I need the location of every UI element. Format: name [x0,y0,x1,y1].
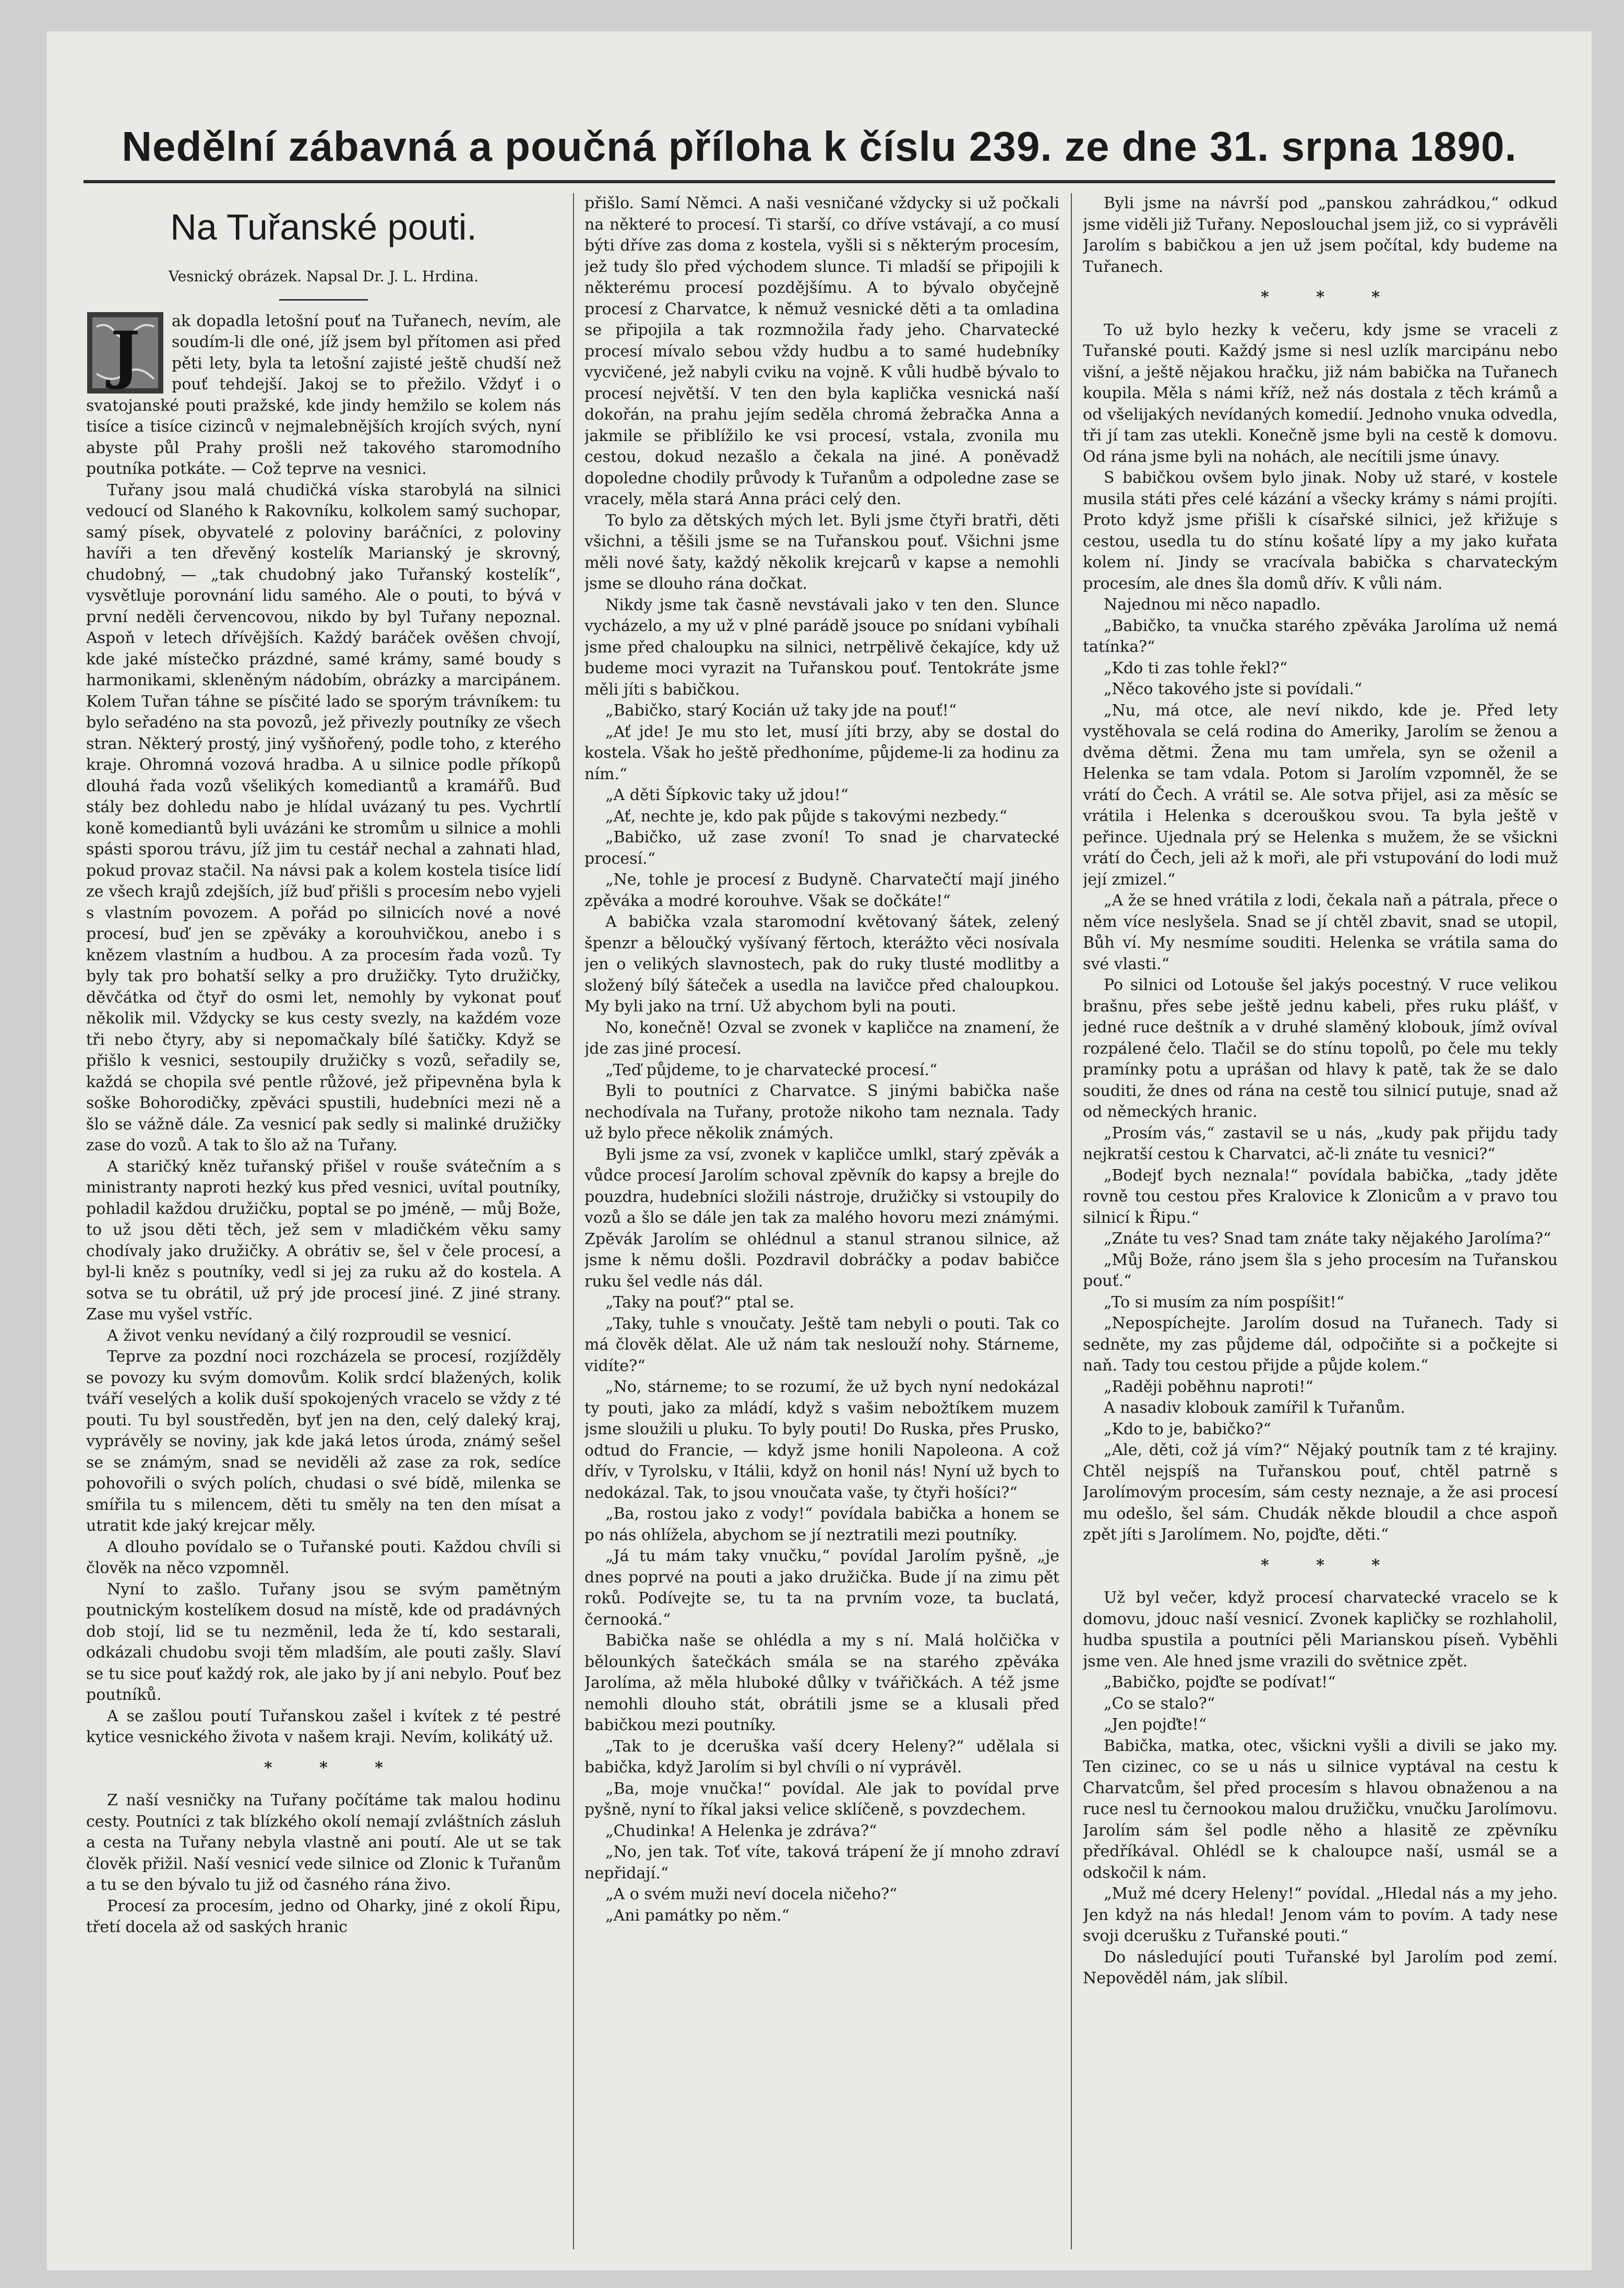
supplement-header: Nedělní zábavná a poučná příloha k číslu 239. ze dne 31. srpna 1890. [122,123,1517,170]
paragraph: „Taky, tuhle s vnoučaty. Ještě tam nebyli o pouti. Tak co má člověk dělat. Ale už nám tak neslouží nohy. Stárneme, vidíte?“ [584,1314,1059,1375]
paragraph: „Muž mé dcery Heleny!“ povídal. „Hledal nás a my jeho. Jen když na nás hledal! Jenom vám to povím. A tady nese svoji dcerušku z Tuřanské pouti.“ [1083,1885,1558,1945]
paragraph: Byli jsme za vsí, zvonek v kapličce umlkl, starý zpěvák a vůdce procesí Jarolím schoval zpěvník do kapsy a brejle do pouzdra, hudebníci složili nástroje, družičky si vstoupily do vozů a šlo se dále jen tak za malého hovoru mezi známými. Zpěvák Jarolím se ohlédnul a stanul stranou silnice, až jsme k němu došli. Pozdravil dobráčky a podav babičce ruku šel vedle nás dál. [584,1145,1059,1291]
paragraph: Už byl večer, když procesí charvatecké vracelo se k domovu, jdouc naší vesnicí. Zvonek kapličky se rozhlaholil, hudba spustila a poutníci pěli Marianskou píseň. Vyběhli jsme ven. Ale hned jsme vrazili do světnice zpět. [1083,1589,1558,1671]
paragraph: „Raději poběhnu naproti!“ [1104,1377,1313,1396]
paragraph: Nyní to zašlo. Tuřany jsou se svým pamětným poutnickým kostelíkem dosud na místě, kde od pradávných dob stojí, lid se tu nezměnil, leda že tí, kdo sestarali, odkázali chudobu svoji těm mladším, ale pouti zašly. Slaví se tu sice pouť každý rok, ale jako by jí ani nebylo. Pouť bez poutníků. [86,1580,561,1704]
column-separator [573,193,574,2249]
column-1 [86,193,561,2249]
paragraph: „Ať jde! Je mu sto let, musí jíti brzy, aby se dostal do kostela. Však ho ještě předhoníme, půjdeme-li za hodinu za ním.“ [584,722,1059,783]
paragraph: „Ani památky po něm.“ [605,1906,790,1925]
paragraph: „Co se stalo?“ [1104,1694,1215,1713]
paragraph: „Babičko, pojďte se podívat!“ [1104,1673,1336,1691]
column-2 [584,193,1059,2249]
paragraph: „A o svém muži neví docela ničeho?“ [605,1885,898,1903]
paragraph: „Babičko, ta vnučka starého zpěváka Jarolíma už nemá tatínka?“ [1083,616,1558,656]
paragraph: A dlouho povídalo se o Tuřanské pouti. Každou chvíli si člověk na něco vzpomněl. [86,1538,561,1577]
paragraph: A babička vzala staromodní květovaný šátek, zelený špenzr a běloučký vyšívaný fěrtoch, kterážto věci nosívala jen o velikých slavnostech, pak do ruky tlusté modlitby a složený bílý šáteček a usedla na lavičce před chaloupkou. My byli jako na trní. Už abychom byli na pouti. [584,913,1059,1016]
paragraph: „Prosím vás,“ zastavil se u nás, „kudy pak přijdu tady nejkratší cestou k Charvatci, ač-li znáte tu vesnici?“ [1083,1124,1558,1163]
newspaper-page [47,31,1592,2270]
paragraph: „Babičko, starý Kocián už taky jde na pouť!“ [605,701,957,720]
paragraph: „Kdo ti zas tohle řekl?“ [1104,659,1288,677]
paragraph: To bylo za dětských mých let. Byli jsme čtyři bratři, děti všichni, a těšili jsme se na Tuřanskou pouť. Všichni jsme měli nové šaty, každý několik krejcarů v kapse a nemohli jsme se dlouho rána dočkat. [584,511,1059,593]
column-3-text [1083,193,1558,1989]
paragraph: „Ale, děti, což já vím?“ Nějaký poutník tam z té krajiny. Chtěl nejspíš na Tuřanskou pouť, chtěl patrně s Jarolímovým procesím, sám cesty neznaje, a že asi procesí mu odešlo, šel sám. Chudák někde bloudil a chce aspoň zpět jíti s Jarolímem. No, pojďte, děti.“ [1083,1441,1558,1544]
paragraph: „A děti Šípkovic taky už jdou!“ [605,786,849,804]
paragraph: Z naší vesničky na Tuřany počítáme tak malou hodinu cesty. Poutníci z tak blízkého okolí nemají zvláštních zásluh a cesta na Tuřany nebyla vlastně ani poutí. Ale ut se tak člověk přižil. Naší vesnicí vede silnice od Zlonic k Tuřanům a tu se den bývalo tu již od časného rána živo. [86,1791,561,1894]
paragraph: A nasadiv klobouk zamířil k Tuřanům. [1104,1399,1405,1417]
paragraph: To už bylo hezky k večeru, kdy jsme se vraceli z Tuřanské pouti. Každý jsme si nesl uzlík marcipánu nebo višní, a ještě nějakou hračku, již nám babička na Tuřanech koupila. Měla s námi kříž, než nás dostala z těch krámů a od všelijakých nevídaných komedií. Jednoho vnuka odvedla, tři jí tam zas utekli. Konečně jsme byli na cestě k domovu. Od rána jsme byli na nohách, ale necítili jsme únavy. [1083,320,1558,466]
paragraph: No, konečně! Ozval se zvonek v kapličce na znamení, že jde zas jiné procesí. [584,1018,1059,1058]
paragraph: „Já tu mám taky vnučku,“ povídal Jarolím pyšně, „je dnes poprvé na pouti a jako družička. Bude jí na zimu pět roků. Podívejte se, tu ta na prvním voze, ta buclatá, černooká.“ [584,1547,1059,1629]
column-3 [1083,193,1558,2249]
paragraph: „Chudinka! A Helenka je zdráva?“ [605,1821,877,1840]
paragraph: Nikdy jsme tak časně nevstávali jako v ten den. Slunce vycházelo, a my už v plné parádě jsouce po snídani vybíhali jsme před chaloupku na silnici, netrpělivě čekajíce, kdy už budeme moci vyrazit na Tuřanskou pouť. Tentokráte jsme měli jíti s babičkou. [584,595,1059,699]
paragraph: „Nepospíchejte. Jarolím dosud na Tuřanech. Tady si sedněte, my zas půjdeme dál, odpočiňte si a počkejte si naň. Tady tou cestou přijde a půjde kolem.“ [1083,1314,1558,1375]
title-divider [279,299,368,301]
paragraph: ak dopadla letošní pouť na Tuřanech, nevím, ale soudím-li dle oné, jíž jsem byl přítomen asi před pěti lety, byla ta letošní zajisté ještě chudší než pouť tehdejší. Jakoj se to přežilo. Vždyť i o svatojanské pouti pražské, kde jindy hemžilo se kolem nás tisíce a tisíce cizinců v nejmalebnějších krojích svých, nyní abyste půl Prahy prošli než takového staromodního poutníka potkáte. — Což teprve na vesnici. [86,312,561,478]
paragraph: Do následující pouti Tuřanské byl Jarolím pod zemí. Nepověděl nám, jak slíbil. [1083,1948,1558,1987]
paragraph: „To si musím za ním pospíšit!“ [1104,1293,1345,1312]
paragraph: Po silnici od Lotouše šel jakýs pocestný. V ruce velikou brašnu, přes sebe ještě jednu kabeli, přes ruku plášť, v jedné ruce deštník a v druhé slaměný klobouk, jímž ovíval rozpálené čelo. Tlačil se do stínu topolů, po čele mu tekly pramínky potu a uprášan od hlavy k patě, tak že se dalo souditi, že dnes od rána na cestě tou silnicí putuje, snad až od německých hranic. [1083,976,1558,1121]
paragraph: Najednou mi něco napadlo. [1104,595,1321,614]
paragraph: „Nu, má otce, ale neví nikdo, kde je. Před lety vystěhovala se celá rodina do Ameriky, Jarolím se ženou a dvěma dětmi. Žena mu tam umřela, syn se oženil a Helenka se tam vdala. Potom si Jarolím vzpomněl, že se vrátí do Čech. A vrátil se. Ale sotva přijel, asi za měsíc se vrátila i Helenka s dcerouškou svou. Ta byla ještě v peřince. Ujednala prý se Helenka s mužem, že se všickni vrátí do Čech, jeli až k moři, ale při vstupování do lodi muž její zmizel.“ [1083,701,1558,889]
paragraph: „Babičko, už zase zvoní! To snad je charvatecké procesí.“ [584,828,1059,868]
section-break: * * * [1261,1556,1401,1575]
paragraph: „Znáte tu ves? Snad tam znáte taky nějakého Jarolíma?“ [1104,1230,1551,1248]
paragraph: Byli jsme na návrší pod „panskou zahrádkou,“ odkud jsme viděli již Tuřany. Neposlouchal jsem již, co si vyprávěli Jarolím s babičkou a jen už jsem počítal, kdy budeme na Tuřanech. [1083,194,1558,276]
dropcap-letter: J [110,317,140,391]
paragraph: „Ať, nechte je, kdo pak půjde s takovými nezbedy.“ [605,807,1008,826]
paragraph: „Teď půjdeme, to je charvatecké procesí.“ [605,1060,938,1079]
paragraph: S babičkou ovšem bylo jinak. Noby už staré, v kostele musila státi přes celé kázání a všecky krámy s námi projíti. Proto když jsme přišli k císařské silnici, jež křižuje s cestou, usedla tu do stínu košaté lípy a my jako kuřata kolem ní. Jindy se vracívala babička s charvateckým procesím, ale dnes šla domů dřív. K vůli nám. [1083,469,1558,593]
paragraph: Tuřany jsou malá chudičká víska starobylá na silnici vedoucí od Slaného k Rakovníku, kolkolem samý suchopar, samý písek, obyvatelé z poloviny baráčníci, z poloviny havíři a ten dřevěný kostelík Marianský je skrovný, chudobný, — „tak chudobný jako Tuřanský kostelík“, vysvětluje porovnání lidu samého. Ale o pouti, to bývá v první neděli červencovou, nikdo by byl Tuřany nepoznal. Aspoň v letech dřívějších. Každý baráček ověšen chvojí, kde jaké místečko prázdné, samé krámy, samé boudy s harmonikami, skleněným nádobím, obrázky a marcipánem. Kolem Tuřan táhne se písčité lado se sporým trávníkem: tu bylo seřadéno na sta povozů, jež přivezly poutníky ze všech stran. Některý prostý, jiný vyšňořený, podle toho, z kterého kraje. Ohromná vozová hradba. A u silnice podle příkopů dlouhá řada vozů všelikých komediantů a kramářů. Buď stály bez dohledu nabo je hlídal uvázaný tu pes. Vychrtlí koně komediantů byli uvázáni ke stromům u silnice a mohli spásti sporou trávu, jíž jim tu cestář nechal a zahnati hlad, pokud provaz stačil. Na návsi pak a kolem kostela tisíce lidí ze všech krajů zdejších, jíž buď přišli s procesím nebo vyjeli s vlastním povozem. A pořád po silnicích nové a nové procesí, buď jen se zpěváky a korouhvičkou, anebo i s knězem vlastním a hudbou. A za procesím řada vozů. Ty byly tak pro bohatší selky a pro družičky. Tyto družičky, děvčátka od čtyř do osmi let, nemohly by vykonat pouť několik mil. Vždycky se kus cesty svezly, na každém voze tři nebo čtyry, aby si nepomačkaly bílé šatičky. Když se přišlo k vesnici, sestoupily družičky s vozů, seřadily se, každá se chopila své pentle růžové, jež připevněna byla k soške Bohorodičky, zpěváci spustili, hudebníci mezi ně a šlo se vážně dále. Za vesnicí pak sedly si malinké družičky zase do vozů. A tak to šlo až na Tuřany. [86,481,561,1154]
paragraph: „Ne, tohle je procesí z Budyně. Charvatečtí mají jiného zpěváka a modré korouhve. Však se dočkáte!“ [584,871,1059,910]
paragraph: „Kdo to je, babičko?“ [1104,1420,1271,1438]
paragraph: Byli to poutníci z Charvatce. S jinými babička naše nechodívala na Tuřany, protože nikoho tam neznala. Tady už bylo přece několik známých. [584,1082,1059,1142]
section-break: * * * [1261,288,1401,306]
paragraph: „No, stárneme; to se rozumí, že už bych nyní nedokázal ty pouti, jako za mládí, když s vašim nebožtíkem muzem jsme sloužili u pluku. To byly pouti! Do Ruska, přes Prusko, odtud do Francie, — když jsme honili Napoleona. A což dřív, v Tyrolsku, v Itálii, když on honil nás! Nyní už bych to nedokázal. Tak, to jsou vnoučata vaše, ty čtyři hošíci?“ [584,1378,1059,1502]
paragraph: „Taky na pouť?“ ptal se. [605,1293,795,1312]
paragraph: Babička, matka, otec, všickni vyšli a divili se jako my. Ten cizinec, co se u nás u silnice vyptával na cestu k Charvatcům, šel před procesím s hlavou obnaženou a na ruce nesl tu černookou malou družičku, vnučku Jarolímovu. Jarolím sám šel podle něho a hlasitě ze zpěvníku předříkával. Ohlédl se k chaloupce naší, usmál se a odskočil k nám. [1083,1736,1558,1882]
paragraph: Babička naše se ohlédla a my s ní. Malá holčička v bělounkých šatečkách smála se na starého zpěváka Jarolíma, až měla hluboké důlky v tvářičkách. A též jsme nemohli dlouho stát, obrátili jsme se a klusali před babičkou mezi poutníky. [584,1631,1059,1734]
paragraph: „Ba, rostou jako z vody!“ povídala babička a honem se po nás ohlížela, abychom se jí neztratili mezi poutníky. [584,1505,1059,1544]
ornamental-dropcap-icon [86,311,164,395]
column-separator [1071,193,1072,2249]
paragraph: Teprve za pozdní noci rozcházela se procesí, rozjížděly se povozy ku svým domovům. Kolik srdcí blažených, kolik tváří veselých a kolik duší spokojených vracelo se vždy z té pouti. Tu byl soustředěn, byť jen na den, celý daleký kraj, vyprávěly se noviny, jak kde jaká letos úroda, známý sešel se se známým, snad se neviděli až zase za rok, sedíce pohovořili o svých polích, chudasi o své bídě, milenka se smířila tu s milencem, děti tu směly na ten den mísat a utratit kde jaký krejcar měly. [86,1348,561,1535]
paragraph: A staričký kněz tuřanský přišel v rouše svátečním a s ministranty naproti hezký kus před vesnici, uvítal poutníky, pohladil každou družičku, poptal se po jméně, — můj Bože, to už jsou děti těch, jež sem v mladičkém věku samy chodívaly jako družičky. A obrátiv se, šel v čele procesí, a byl-li kněz s poutníky, vedl si jej za ruku až do kostela. A sotva se tu obrátil, už prý jde procesí jiné. Z jiné strany. Zase mu vyšel vstříc. [86,1157,561,1324]
paragraph: přišlo. Samí Němci. A naši vesničané vždycky si už počkali na některé to procesí. Ti starší, co dříve vstávají, a co musí býti dříve zas doma z kostela, vyšli si s některým procesím, jež tudy šlo před východem slunce. Ti mladší se připojili k některému procesí pozdějšímu. A to bývalo obyčejně procesí z Charvatce, k němuž vesnické děti a ta omladina se připojila a tak rozmnožila řady jeho. Charvatecké procesí mívalo sebou vždy hudbu a to samé hudebníky vycvičené, jež nabyli cviku na vojně. K vůli hudbě bývalo to procesí největší. V ten den byla kaplička vesnická naší dokořán, na prahu jejím seděla chromá žebračka Anna a jakmile se přiblížilo ke vsi procesí, vstala, zvonila mu cestou, dokud nezašlo a čekala na jiné. A poněvadž dopoledne chodily průvody k Tuřanům a odpoledne zase se vracely, měla stará Anna práci celý den. [584,194,1059,508]
paragraph: Procesí za procesím, jedno od Oharky, jiné z okolí Řipu, třetí docela až od saských hranic [86,1897,561,1936]
column-2-text [584,193,1059,1926]
header-rule [83,180,1555,183]
article-byline: Vesnický obrázek. Napsal Dr. J. L. Hrdina. [168,268,479,285]
paragraph: A se zašlou poutí Tuřanskou zašel i kvítek z té pestré kytice vesnického života v našem kraji. Nevím, kolikátý už. [86,1707,561,1746]
paragraph: „Bodejť bych neznala!“ povídala babička, „tady jděte rovně tou cestou přes Kralovice k Zlonicům a v pravo tou silnicí k Řipu.“ [1083,1166,1558,1227]
section-break: * * * [264,1758,404,1777]
paragraph: „No, jen tak. Toť víte, taková trápení že jí mnoho zdraví nepřidají.“ [584,1843,1059,1882]
paragraph: „Jen pojďte!“ [1104,1715,1207,1734]
paragraph: „A že se hned vrátila z lodi, čekala naň a pátrala, přece o něm více neslyšela. Snad se jí chtěl zbavit, snad se utopil, Bůh ví. My nesmíme souditi. Helenka se vrátila sama do své vlasti.“ [1083,891,1558,973]
paragraph: „Něco takového jste si povídali.“ [1104,680,1363,698]
paragraph: A život venku nevídaný a čilý rozproudil se vesnicí. [107,1326,512,1345]
paragraph: „Můj Bože, ráno jsem šla s jeho procesím na Tuřanskou pouť.“ [1083,1250,1558,1290]
column-1-text [86,311,561,1938]
paragraph: „Ba, moje vnučka!“ povídal. Ale jak to povídal prve pyšně, nyní to říkal jaksi velice sklíčeně, s povzdechem. [584,1779,1059,1819]
article-title: Na Tuřanské pouti. [170,207,477,247]
paragraph: „Tak to je dceruška vaší dcery Heleny?“ udělala si babička, když Jarolím si byl chvíli o ní vyprávěl. [584,1737,1059,1777]
